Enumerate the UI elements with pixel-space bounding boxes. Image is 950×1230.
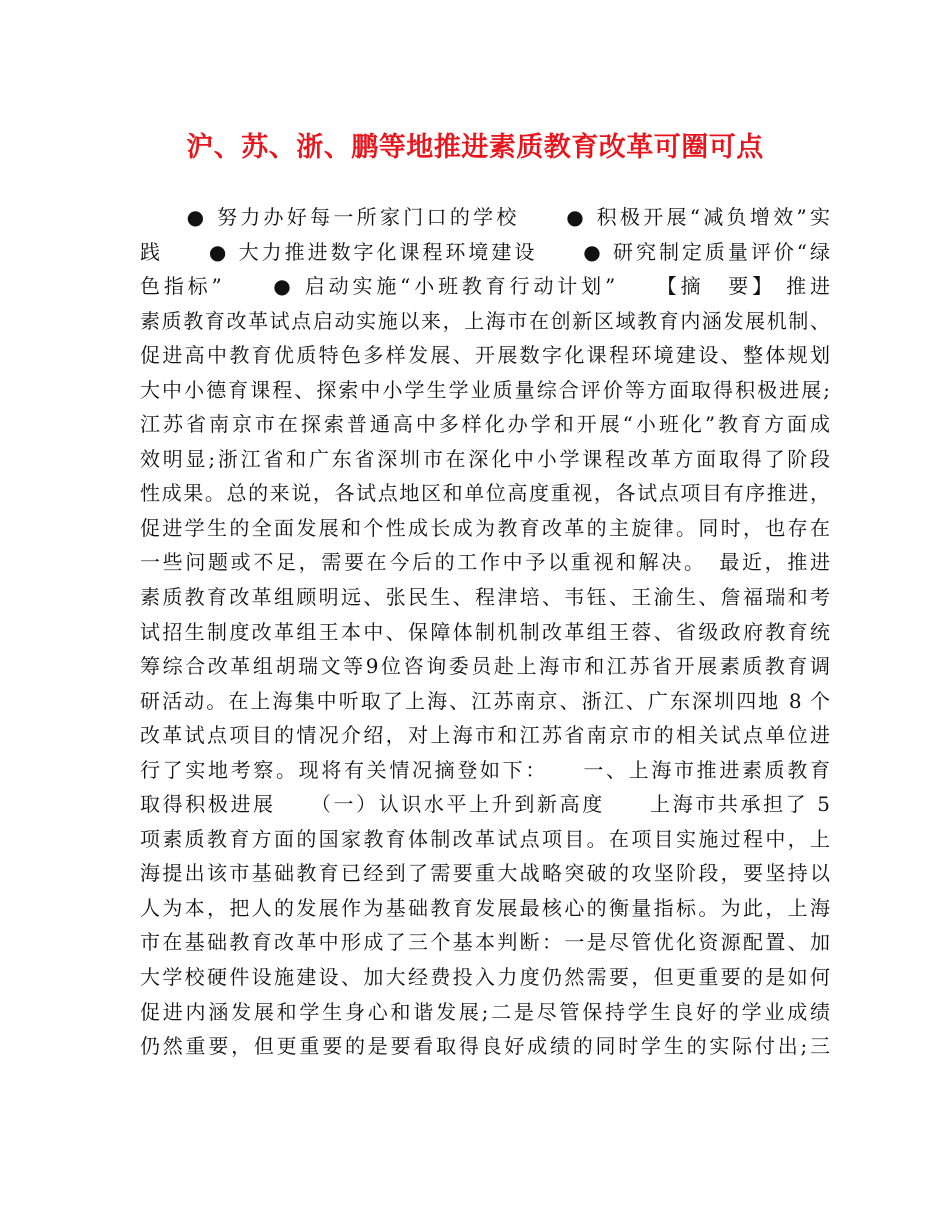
body-line: 色指标” ● 启动实施“小班教育行动计划” 【摘 要】 推进: [140, 274, 830, 299]
body-line: 仍然重要，但更重要的是要看取得良好成绩的同时学生的实际付出;三: [140, 1034, 830, 1059]
body-line: 改革试点项目的情况介绍，对上海市和江苏省南京市的相关试点单位进: [140, 723, 830, 748]
body-line: 效明显;浙江省和广东省深圳市在深化中小学课程改革方面取得了阶段: [140, 446, 830, 471]
body-line: 行了实地考察。现将有关情况摘登如下： 一、上海市推进素质教育: [140, 757, 830, 782]
body-line: 促进学生的全面发展和个性成长成为教育改革的主旋律。同时，也存在: [140, 515, 830, 540]
document-body: [140, 200, 830, 1064]
body-line: 促进内涵发展和学生身心和谐发展;二是尽管保持学生良好的学业成绩: [140, 999, 830, 1024]
body-line: 项素质教育方面的国家教育体制改革试点项目。在项目实施过程中，上: [140, 826, 830, 851]
body-line: 大学校硬件设施建设、加大经费投入力度仍然需要，但更重要的是如何: [140, 965, 830, 990]
body-line: 筹综合改革组胡瑞文等9位咨询委员赴上海市和江苏省开展素质教育调: [140, 654, 830, 679]
body-line: 践 ● 大力推进数字化课程环境建设 ● 研究制定质量评价“绿: [140, 239, 830, 264]
body-line: 素质教育改革试点启动实施以来，上海市在创新区域教育内涵发展机制、: [140, 308, 830, 333]
body-line: 海提出该市基础教育已经到了需要重大战略突破的攻坚阶段，要坚持以: [140, 861, 830, 886]
document-title: 沪、苏、浙、鹏等地推进素质教育改革可圈可点: [186, 132, 764, 163]
body-line: 市在基础教育改革中形成了三个基本判断：一是尽管优化资源配置、加: [140, 930, 830, 955]
body-line: 促进高中教育优质特色多样发展、开展数字化课程环境建设、整体规划: [140, 343, 830, 368]
body-line: ● 努力办好每一所家门口的学校 ● 积极开展“减负增效”实: [140, 205, 830, 229]
body-line: 素质教育改革组顾明远、张民生、程津培、韦钰、王渝生、詹福瑞和考: [140, 585, 830, 610]
body-line: 性成果。总的来说，各试点地区和单位高度重视，各试点项目有序推进，: [140, 481, 830, 506]
body-line: 研活动。在上海集中听取了上海、江苏南京、浙江、广东深圳四地 8 个: [140, 688, 830, 713]
body-line: 江苏省南京市在探索普通高中多样化办学和开展“小班化”教育方面成: [140, 412, 830, 437]
body-line: 试招生制度改革组王本中、保障体制机制改革组王蓉、省级政府教育统: [140, 619, 830, 644]
body-line: 一些问题或不足，需要在今后的工作中予以重视和解决。 最近，推进: [140, 550, 830, 575]
body-line: 大中小德育课程、探索中小学生学业质量综合评价等方面取得积极进展;: [140, 377, 830, 402]
body-line: 人为本，把人的发展作为基础教育发展最核心的衡量指标。为此，上海: [140, 895, 830, 920]
body-line: 取得积极进展 （一）认识水平上升到新高度 上海市共承担了 5: [140, 792, 830, 817]
